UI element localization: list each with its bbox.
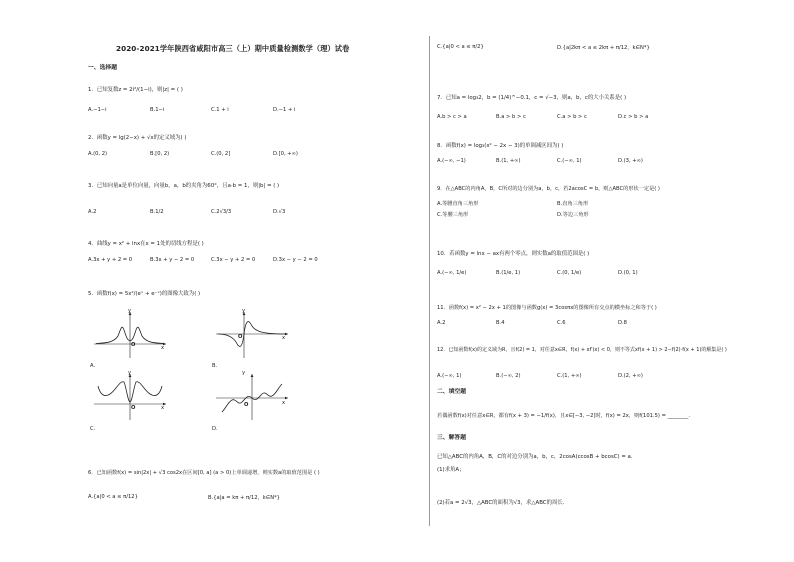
q6-option-d: D.{a|2kπ < a ≤ 2kπ + π/12，k∈N*} [557, 45, 650, 51]
q10-option-c: C.(0, 1/e) [557, 270, 582, 276]
q7-option-b: B.a > b > c [496, 114, 526, 120]
question-3: 3．已知向量a是单位向量，向量b，a，b的夹角为60°，且a·b = 1，则|b| = ( ) [88, 183, 280, 189]
q11-option-b: B.4 [496, 320, 505, 326]
q3-option-d: D.√3 [273, 209, 286, 215]
q8-option-c: C.(−∞, 1) [557, 158, 582, 164]
fill-question-1: 若偶函数f(x)对任意x∈R，都有f(x + 3) = −1/f(x)，且x∈[−3, −2]时，f(x) = 2x，则f(101.5) = ________. [437, 413, 690, 419]
q9-option-b: B.直角三角形 [557, 201, 589, 207]
graph-d [214, 372, 290, 422]
q11-option-d: D.8 [618, 320, 627, 326]
q12-option-a: A.(−∞, 1) [437, 373, 462, 379]
q12-option-d: D.(2, +∞) [618, 373, 643, 379]
q10-option-b: B.(1/e, 1) [496, 270, 521, 276]
q1-option-b: B.1−i [150, 107, 165, 113]
q11-option-a: A.2 [437, 320, 446, 326]
section-fill: 二、填空题 [437, 389, 466, 395]
solve-question-1-part-2: (2)若a = 2√3，△ABC的面积为√3，求△ABC的周长. [437, 500, 565, 506]
q1-option-d: D.−1 + i [273, 107, 296, 113]
q2-option-c: C.(0, 2] [211, 151, 231, 157]
q4-option-b: B.3x + y − 2 = 0 [150, 257, 195, 263]
q10-option-a: A.(−∞, 1/e) [437, 270, 467, 276]
graph-a-y-label: y [128, 308, 132, 314]
graph-d-label: D. [212, 426, 218, 432]
q6-option-b: B.{a|a = kπ + π/12，k∈N*} [208, 495, 280, 501]
q2-option-b: B.[0, 2) [150, 151, 170, 157]
graph-a [92, 310, 168, 360]
question-9: 9．在△ABC的内角A，B，C所对的边分别为a，b，c，若2acosC = b，则△ABC的形状一定是( ) [437, 186, 660, 192]
q11-option-c: C.6 [557, 320, 566, 326]
solve-question-1: 已知△ABC的内角A，B，C的对边分别为a，b，c，2cosA(ccosB + bcosC) = a. [437, 454, 633, 460]
q8-option-d: D.(3, +∞) [618, 158, 643, 164]
question-1: 1．已知复数z = 2i²/(1−i)，则|z| = ( ) [88, 87, 183, 93]
q3-option-b: B.1/2 [150, 209, 164, 215]
graph-b-origin: O [238, 334, 243, 340]
section-solve: 三、解答题 [437, 435, 466, 441]
q9-option-a: A.等腰直角三角形 [437, 201, 479, 207]
q4-option-a: A.3x + y + 2 = 0 [88, 257, 133, 263]
question-11: 11．函数f(x) = x² − 2x + 1的图像与函数g(x) = 3cosπx的图像所有交点的横坐标之和等于( ) [437, 305, 657, 311]
graph-d-y-label: y [242, 370, 246, 376]
question-12: 12．已知函数f(x)的定义域为R，且f(2) = 1，对任意x∈R，f(x) + xf′(x) < 0，则不等式xf(x + 1) > 2−f(2)·f(x + 1)的解集是( ) [437, 347, 727, 353]
graph-a-label: A. [90, 363, 96, 369]
q4-option-d: D.3x − y − 2 = 0 [273, 257, 318, 263]
q1-option-a: A.−1−i [88, 107, 107, 113]
q8-option-b: B.(1, +∞) [496, 158, 521, 164]
question-6: 6．已知函数f(x) = sin|2x| + √3 cos2x在区间[0, a] (a > 0)上单调递增，则实数a的取值范围是 ( ) [88, 470, 320, 476]
q2-option-a: A.(0, 2) [88, 151, 108, 157]
question-7: 7．已知a = log₃2，b = (1/4)^−0.1，c = √−3，则a，b，c的大小关系是( ) [437, 95, 627, 101]
exam-title: 2020-2021学年陕西省咸阳市高三（上）期中质量检测数学（理）试卷 [116, 44, 350, 53]
graph-c-y-label: y [128, 370, 132, 376]
solve-question-1-part-1: (1)求角A； [437, 467, 465, 473]
question-8: 8．函数f(x) = log₃(x² − 2x − 3)的单调减区间为( ) [437, 143, 564, 149]
graph-b [214, 310, 290, 360]
q2-option-d: D.[0, +∞) [273, 151, 298, 157]
graph-c-x-label: x [161, 405, 165, 411]
q12-option-c: C.(1, +∞) [557, 373, 582, 379]
question-10: 10．若函数y = lnx − ax有两个零点，则实数a的取值范围是( ) [437, 251, 590, 257]
q8-option-a: A.(−∞, −1) [437, 158, 466, 164]
q7-option-c: C.a > b > c [557, 114, 587, 120]
graph-c-label: C. [90, 426, 96, 432]
graph-b-y-label: y [242, 308, 246, 314]
q4-option-c: C.3x − y + 2 = 0 [211, 257, 256, 263]
q3-option-a: A.2 [88, 209, 97, 215]
q6-option-a: A.{a|0 < a ≤ π/12} [88, 494, 138, 500]
q9-option-d: D.等边三角形 [557, 212, 589, 218]
graph-d-x-label: x [282, 400, 286, 406]
question-4: 4．曲线y = x² + lnx在x = 1处的切线方程是( ) [88, 241, 204, 247]
q7-option-d: D.c > b > a [618, 114, 649, 120]
graph-a-origin: O [131, 342, 136, 348]
q9-option-c: C.等腰三角形 [437, 212, 469, 218]
question-2: 2．函数y = lg(2−x) + √x的定义域为( ) [88, 135, 187, 141]
q12-option-b: B.(−∞, 2) [496, 373, 521, 379]
q7-option-a: A.b > c > a [437, 114, 467, 120]
graph-a-x-label: x [161, 345, 165, 351]
q10-option-d: D.(0, 1) [618, 270, 638, 276]
graph-b-label: B. [212, 363, 218, 369]
graph-b-x-label: x [282, 335, 286, 341]
q3-option-c: C.2√3/3 [211, 209, 232, 215]
graph-c [92, 372, 168, 422]
graph-c-origin: O [131, 405, 136, 411]
section-choice: 一、选择题 [88, 65, 117, 71]
q6-option-c: C.{a|0 < a ≤ π/2} [437, 44, 484, 50]
graph-d-origin: O [244, 402, 249, 408]
q1-option-c: C.1 + i [211, 107, 229, 113]
column-divider [429, 36, 430, 526]
question-5: 5．函数f(x) = 5x²/(eˣ + e⁻ˣ)的图像大致为( ) [88, 291, 201, 297]
